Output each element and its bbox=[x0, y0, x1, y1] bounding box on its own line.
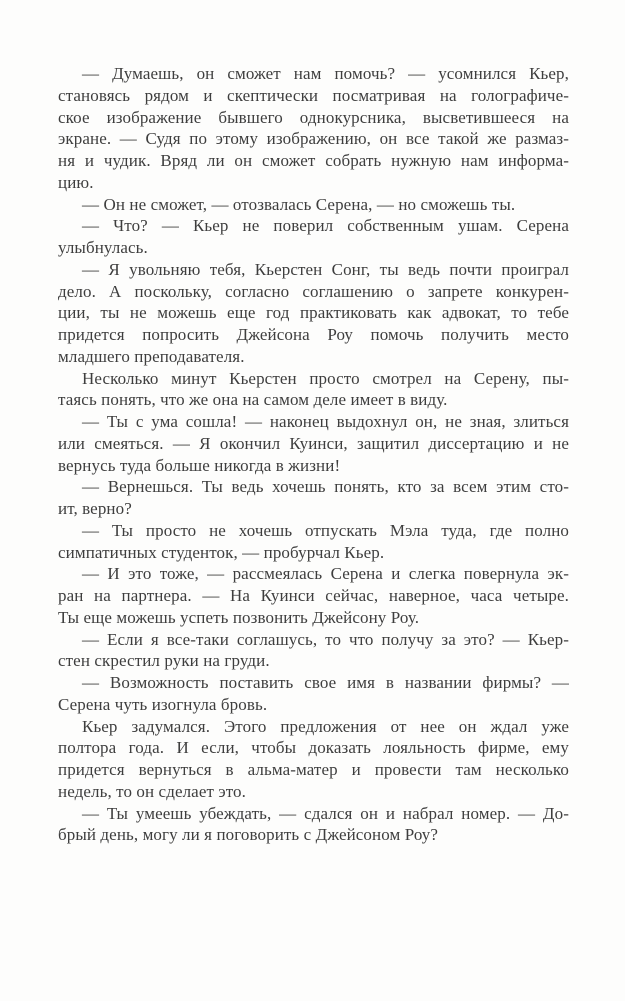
paragraph bbox=[58, 215, 569, 259]
paragraph bbox=[58, 563, 569, 628]
text-line: ское изображение бывшего однокурсника, высветившееся на bbox=[58, 107, 569, 127]
paragraph bbox=[58, 259, 569, 368]
text-line: — Ты просто не хочешь отпускать Мэла туда, где полно bbox=[82, 520, 569, 540]
paragraph bbox=[58, 629, 569, 673]
page-text bbox=[58, 63, 569, 846]
text-line: экране. — Судя по этому изображению, он все такой же размаз- bbox=[58, 129, 569, 149]
text-line: Несколько минут Кьерстен просто смотрел на Серену, пы- bbox=[82, 368, 569, 388]
text-line: недель, то он сделает это. bbox=[58, 781, 246, 801]
paragraph bbox=[58, 803, 569, 847]
paragraph bbox=[58, 716, 569, 803]
paragraph bbox=[58, 368, 569, 412]
text-line: Кьер задумался. Этого предложения от нее он ждал уже bbox=[82, 716, 569, 736]
text-line: стен скрестил руки на груди. bbox=[58, 651, 270, 671]
text-line: ции, ты не можешь еще год практиковать как адвокат, то тебе bbox=[58, 303, 569, 323]
text-line: — Возможность поставить свое имя в названии фирмы? — bbox=[82, 673, 569, 692]
text-line: симпатичных студенток, — пробурчал Кьер. bbox=[58, 542, 385, 562]
text-line: — Ты с ума сошла! — наконец выдохнул он, не зная, злиться bbox=[82, 412, 569, 431]
text-line: — Я увольняю тебя, Кьерстен Сонг, ты ведь почти проиграл bbox=[82, 259, 569, 279]
text-line: — Что? — Кьер не поверил собственным ушам. Серена bbox=[82, 216, 569, 236]
text-line: — Думаешь, он сможет нам помочь? — усомнился Кьер, bbox=[82, 64, 569, 83]
text-line: — Вернешься. Ты ведь хочешь понять, кто за всем этим сто- bbox=[82, 477, 569, 497]
text-line: — Он не сможет, — отозвалась Серена, — но сможешь ты. bbox=[82, 194, 516, 214]
text-line: Ты еще можешь успеть позвонить Джейсону Роу. bbox=[58, 607, 420, 627]
text-line: ран на партнера. — На Куинси сейчас, наверное, часа четыре. bbox=[58, 586, 569, 605]
text-line: цию. bbox=[58, 172, 94, 192]
text-line: Серена чуть изогнула бровь. bbox=[58, 694, 268, 714]
text-line: — Если я все-таки соглашусь, то что получу за это? — Кьер- bbox=[82, 629, 569, 649]
text-line: придется вернуться в альма-матер и провести там несколько bbox=[58, 760, 569, 779]
paragraph bbox=[58, 520, 569, 564]
text-line: полтора года. И если, чтобы доказать лояльность фирме, ему bbox=[58, 738, 569, 758]
paragraph bbox=[58, 411, 569, 476]
text-line: или смеяться. — Я окончил Куинси, защитил диссертацию и не bbox=[58, 433, 569, 453]
text-line: — И это тоже, — рассмеялась Серена и слегка повернула эк- bbox=[82, 564, 569, 584]
paragraph bbox=[58, 672, 569, 716]
text-line: младшего преподавателя. bbox=[58, 346, 245, 366]
text-line: вернусь туда больше никогда в жизни! bbox=[58, 455, 341, 475]
text-line: брый день, могу ли я поговорить с Джейсоном Роу? bbox=[58, 825, 439, 845]
text-line: улыбнулась. bbox=[58, 238, 148, 257]
text-line: — Ты умеешь убеждать, — сдался он и набрал номер. — До- bbox=[82, 803, 569, 823]
paragraph bbox=[58, 476, 569, 520]
text-line: таясь понять, что же она на самом деле имеет в виду. bbox=[58, 390, 448, 410]
text-line: ит, верно? bbox=[58, 499, 132, 518]
text-line: становясь рядом и скептически посматривая на голографиче- bbox=[58, 85, 569, 105]
paragraph bbox=[58, 194, 569, 216]
text-line: ня и чудик. Вряд ли он сможет собрать нужную нам информа- bbox=[58, 151, 569, 170]
paragraph bbox=[58, 63, 569, 194]
text-line: дело. А поскольку, согласно соглашению о запрете конкурен- bbox=[58, 281, 569, 301]
text-line: придется попросить Джейсона Роу помочь получить место bbox=[58, 325, 569, 344]
